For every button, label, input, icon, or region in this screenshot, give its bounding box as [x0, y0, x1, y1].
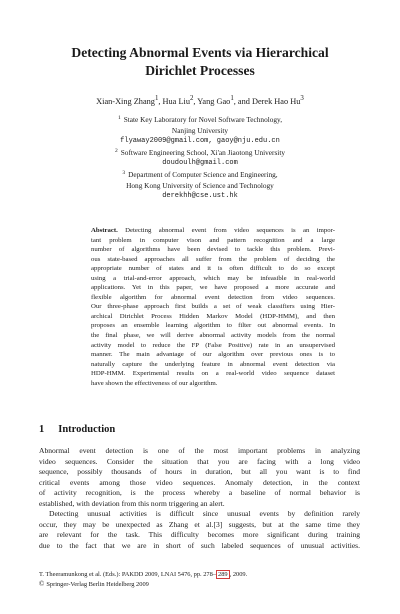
title-line-1: Detecting Abnormal Events via Hierarchical [71, 45, 329, 60]
abstract-line: HDP-HMM. Experimental results on a real-world video sequence dataset [91, 370, 335, 378]
affiliation-line: Hong Kong University of Science and Technology [126, 181, 274, 190]
body-line: sequence, possibly thousands of hours in duration, but all you want is to find [39, 467, 360, 476]
affiliation-number: 2 [115, 148, 118, 154]
abstract-line: using a trial-and-error approach, which may be infeasible in real-world [91, 274, 335, 282]
affiliation-email: derekhh@cse.ust.hk [162, 192, 238, 200]
abstract-line: Our three-phase approach first builds a set of weak classifiers using Hier- [91, 303, 335, 311]
section-number: 1 [39, 424, 45, 435]
affiliation-line: Department of Computer Science and Engineering, [128, 170, 278, 179]
section-title: Introduction [58, 424, 116, 435]
body-line: due to the fact that we are in short of such labeled sequences of unusual activities. [39, 540, 360, 550]
body-line: occur, they may be unexpected as Zhang et al.[3] suggests, but at the same time they [39, 519, 360, 529]
abstract-line: appropriate number of states and it is often difficult to do so except [91, 265, 335, 273]
body-line: Detecting unusual activities is difficult since unusual events by definition rarely [49, 509, 360, 518]
title-line-2: Dirichlet Processes [145, 63, 255, 78]
affiliation-line: Software Engineering School, Xi'an Jiaotong University [120, 148, 285, 157]
affiliation-number: 3 [122, 170, 126, 176]
abstract-line: flexible algorithm for abnormal event detection from video sequences. [91, 293, 335, 301]
body-line: critical events among those video sequences. Anomaly detection, in the context [39, 477, 360, 487]
abstract-label: Abstract. [91, 227, 118, 234]
body-line: video sequences. Consider the situation that you are facing with a long video [39, 456, 360, 466]
body-text [39, 446, 360, 551]
abstract [91, 226, 335, 388]
copyright-text: Springer-Verlag Berlin Heidelberg 2009 [46, 580, 149, 588]
abstract-line: proposes an ensemble learning algorithm to filter out abnormal events. In [91, 322, 335, 330]
author-sup: 2 [189, 95, 194, 102]
copyright-line [39, 580, 360, 590]
abstract-line: have shown the effectiveness of our algorithm. [91, 379, 218, 387]
abstract-line: manner. The main advantage of our algorithm over previous ones is to [91, 351, 335, 359]
abstract-line: the final phase, we will derive abnormal activity models from the normal [91, 332, 335, 340]
author-name: Hua Liu [162, 96, 190, 106]
author-name: Yang Gao [197, 96, 231, 106]
abstract-line: ous state-based approaches all suffer from the problem of deciding the [91, 255, 335, 263]
body-line: are relevant for the task. This difficulty becomes more significant during training [39, 530, 360, 539]
abstract-line: applications. Yet in this paper, we have proposed a more accurate and [91, 284, 335, 292]
affiliation-email: doudoulh@gmail.com [162, 159, 238, 167]
body-line: Abnormal event detection is one of the most important problems in analyzing [39, 446, 360, 455]
abstract-text: Detecting abnormal event from video sequences is an impor- [117, 227, 335, 234]
abstract-line: number of algorithms have been devised to tackle this problem. Previ- [91, 246, 335, 254]
affiliation-2 [20, 146, 380, 169]
affiliation-line: State Key Laboratory for Novel Software Technology, [123, 115, 283, 124]
body-line: of activity recognition, is the process whereby a baseline of normal behavior is [39, 488, 360, 497]
abstract-line: activity model to reduce the FP (False Positive) rate in an unsupervised [91, 341, 335, 349]
author-sup: 1 [230, 95, 234, 102]
author-name: Xian-Xing Zhang [96, 96, 155, 106]
abstract-line: tant problem in computer vison and pattern recognition and a large [91, 236, 335, 244]
author-list: Xian-Xing Zhang$^1$, Hua Liu$^2$, Yang Gao$^1$, and Derek Hao Hu$^3$ [96, 95, 304, 106]
author-sup: 3 [300, 95, 304, 102]
author-name: Derek Hao Hu [251, 96, 301, 106]
author-sup: 1 [154, 95, 159, 102]
affiliation-email: flyaway2009@gmail.com, gaoy@nju.edu.cn [120, 137, 280, 145]
section-heading [39, 424, 115, 435]
abstract-line [91, 226, 335, 236]
affiliation-1 [20, 113, 380, 147]
body-line: established, with deviation from this norm triggering an alert. [39, 498, 225, 508]
paper-title [40, 44, 360, 80]
citation-line [39, 571, 360, 580]
affiliation-number: 1 [117, 115, 121, 121]
abstract-line: archical Dirichlet Process Hidden Markov Model (HDP-HMM), and then [91, 312, 335, 320]
copyright-icon: © [39, 579, 45, 588]
citation-suffix: , 2009. [229, 571, 248, 578]
page-range-highlight: 289 [218, 571, 228, 578]
affiliation-line: Nanjing University [171, 126, 229, 135]
footnote [39, 571, 360, 589]
affiliation-3 [20, 168, 380, 202]
citation-prefix: T. Theeramunkong et al. (Eds.): PAKDD 2009, LNAI 5476, pp. 278– [39, 571, 217, 578]
abstract-line: naturally capture the underlying feature in abnormal event detection via [91, 360, 335, 368]
